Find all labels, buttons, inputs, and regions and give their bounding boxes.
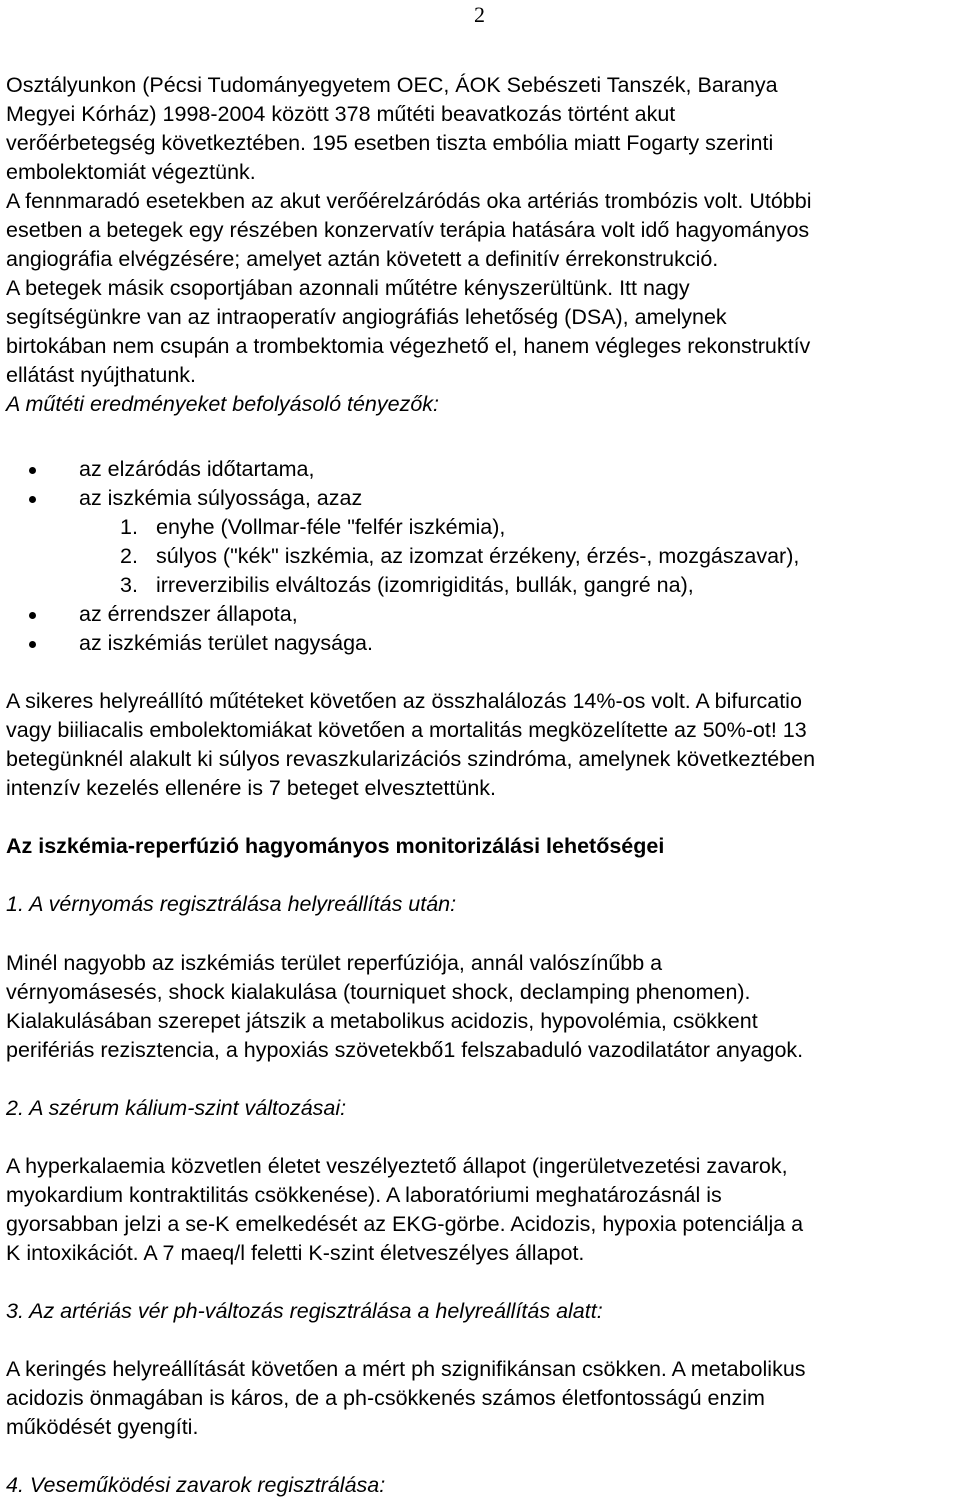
text-line: A fennmaradó esetekben az akut verőérelzáródás oka artériás trombózis volt. Utóbbi [6, 189, 812, 213]
intro-paragraph [6, 71, 958, 390]
spacer [6, 919, 958, 949]
text-line: vérnyomásesés, shock kialakulása (tourniquet shock, declamping phenomen). [6, 980, 751, 1004]
text-line: A sikeres helyreállító műtéteket követően az összhalálozás 14%-os volt. A bifurcatio [6, 689, 802, 713]
spacer [6, 419, 958, 455]
subsection-heading: 3. Az artériás vér ph-változás regisztrálása a helyreállítás alatt: [6, 1299, 603, 1323]
list-item-text: az iszkémia súlyossága, azaz [79, 486, 363, 510]
spacer [6, 803, 958, 832]
item-number: 2. [120, 544, 138, 568]
list-item [6, 629, 958, 658]
text-line: birtokában nem csupán a trombektomia végezhető el, hanem végleges rekonstruktív [6, 334, 811, 358]
subsection-heading: 1. A vérnyomás regisztrálása helyreállítás után: [6, 892, 457, 916]
list-item-text: az iszkémiás terület nagysága. [79, 631, 373, 655]
spacer [6, 1268, 958, 1297]
factors-heading: A műtéti eredményeket befolyásoló tényezők: [6, 392, 440, 416]
text-line: Kialakulásában szerepet játszik a metabolikus acidozis, hypovolémia, csökkent [6, 1009, 758, 1033]
text-line: betegünknél alakult ki súlyos revaszkularizációs szindróma, amelynek következtében [6, 747, 816, 771]
factors-list [6, 455, 958, 513]
text-line: segítségünkre van az intraoperatív angiográfiás lehetőség (DSA), amelynek [6, 305, 727, 329]
numbered-item [6, 513, 958, 542]
item-number: 3. [120, 573, 138, 597]
spacer [6, 861, 958, 890]
item-text: irreverzibilis elváltozás (izomrigiditás, bullák, gangré na), [156, 573, 694, 597]
sub1-paragraph [6, 949, 958, 1065]
text-line: K intoxikációt. A 7 maeq/l feletti K-szint életveszélyes állapot. [6, 1241, 585, 1265]
sub3-paragraph [6, 1355, 958, 1442]
text-line: acidozis önmagában is káros, de a ph-csökkenés számos életfontosságú enzim [6, 1386, 765, 1410]
text-line: intenzív kezelés ellenére is 7 beteget elvesztettünk. [6, 776, 497, 800]
text-line: Osztályunkon (Pécsi Tudományegyetem OEC, ÁOK Sebészeti Tanszék, Baranya [6, 73, 778, 97]
list-item-text: az elzáródás időtartama, [79, 457, 315, 481]
list-item [6, 600, 958, 629]
text-line: ellátást nyújthatunk. [6, 363, 197, 387]
text-line: esetben a betegek egy részében konzervatív terápia hatására volt idő hagyományos [6, 218, 810, 242]
text-line: verőérbetegség következtében. 195 esetben tiszta embólia miatt Fogarty szerinti [6, 131, 774, 155]
text-line: A betegek másik csoportjában azonnali műtétre kényszerültünk. Itt nagy [6, 276, 690, 300]
text-line: Megyei Kórház) 1998-2004 között 378 műtéti beavatkozás történt akut [6, 102, 676, 126]
numbered-item [6, 571, 958, 600]
numbered-item [6, 542, 958, 571]
spacer [6, 1326, 958, 1355]
text-line: vagy biiliacalis embolektomiákat követően a mortalitás megközelítette az 50%-ot! 13 [6, 718, 807, 742]
text-line: Minél nagyobb az iszkémiás terület reperfúziója, annál valószínűbb a [6, 951, 663, 975]
text-line: embolektomiát végeztünk. [6, 160, 256, 184]
item-number: 1. [120, 515, 138, 539]
list-item-text: az érrendszer állapota, [79, 602, 298, 626]
spacer [6, 1065, 958, 1094]
section-heading: Az iszkémia-reperfúzió hagyományos monitorizálási lehetőségei [6, 834, 665, 858]
text-line: A hyperkalaemia közvetlen életet veszélyeztető állapot (ingerületvezetési zavarok, [6, 1154, 788, 1178]
list-item [6, 484, 958, 513]
text-line: perifériás rezisztencia, a hypoxiás szövetekbő1 felszabaduló vazodilatátor anyagok. [6, 1038, 804, 1062]
results-paragraph [6, 687, 958, 803]
document-page [6, 71, 958, 1500]
text-line: gyorsabban jelzi a se-K emelkedését az EKG-görbe. Acidozis, hypoxia potenciálja a [6, 1212, 804, 1236]
text-line: myokardium kontraktilitás csökkenése). A laboratóriumi meghatározásnál is [6, 1183, 722, 1207]
list-item [6, 455, 958, 484]
subsection-heading: 4. Veseműködési zavarok regisztrálása: [6, 1473, 386, 1497]
text-line: A keringés helyreállítását követően a mért ph szignifikánsan csökken. A metabolikus [6, 1357, 806, 1381]
text-line: működését gyengíti. [6, 1415, 199, 1439]
text-line: angiográfia elvégzésére; amelyet aztán követett a definitív érrekonstrukció. [6, 247, 719, 271]
spacer [6, 1123, 958, 1152]
sub2-paragraph [6, 1152, 958, 1268]
item-text: súlyos ("kék" iszkémia, az izomzat érzékeny, érzés-, mozgászavar), [156, 544, 800, 568]
severity-list [6, 513, 958, 600]
factors-list-continued [6, 600, 958, 658]
page-number: 2 [474, 2, 485, 27]
subsection-heading: 2. A szérum kálium-szint változásai: [6, 1096, 347, 1120]
spacer [6, 1442, 958, 1471]
item-text: enyhe (Vollmar-féle "felfér iszkémia), [156, 515, 506, 539]
spacer [6, 658, 958, 687]
